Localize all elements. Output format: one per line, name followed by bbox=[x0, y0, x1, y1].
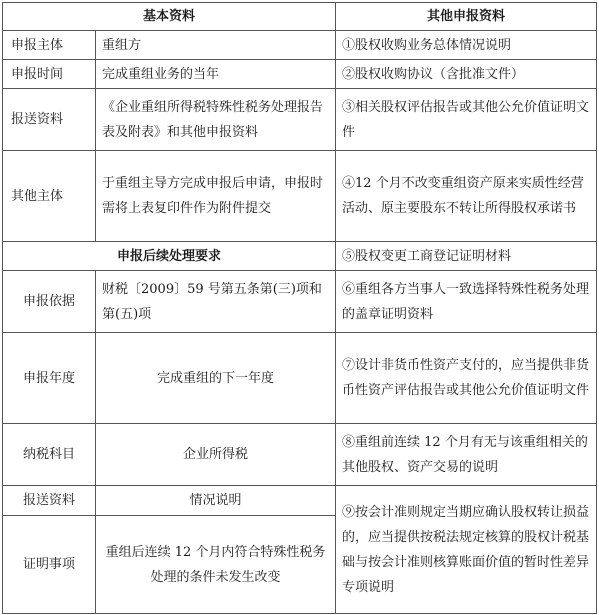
other-doc-6: ⑥重组各方当事人一致选择特殊性税务处理的盖章证明资料 bbox=[336, 271, 597, 333]
other-doc-1: ①股权收购业务总体情况说明 bbox=[336, 31, 597, 60]
value-report-docs: 情况说明 bbox=[96, 486, 336, 516]
other-doc-7: ⑦设计非货币性资产支付的，应当提供非货币性资产评估报告或其他公允价值证明文件 bbox=[336, 333, 597, 424]
value-other-entity: 于重组主导方完成申报后申请，申报时需将上表复印件作为附件提交 bbox=[96, 151, 336, 242]
value-tax-item: 企业所得税 bbox=[96, 424, 336, 486]
header-basic-info: 基本资料 bbox=[3, 3, 336, 31]
other-doc-4: ④12 个月不改变重组资产原来实质性经营活动、原主要股东不转让所得股权承诺书 bbox=[336, 151, 597, 242]
label-filing-time: 申报时间 bbox=[3, 60, 96, 89]
label-other-entity: 其他主体 bbox=[3, 151, 96, 242]
other-doc-8: ⑧重组前连续 12 个月有无与该重组相关的其他股权、资产交易的说明 bbox=[336, 424, 597, 486]
label-filing-entity: 申报主体 bbox=[3, 31, 96, 60]
value-basis: 财税〔2009〕59 号第五条第(三)项和第(五)项 bbox=[96, 271, 336, 333]
label-proof-item: 证明事项 bbox=[3, 516, 96, 614]
label-report-docs: 报送资料 bbox=[3, 486, 96, 516]
label-submitted-docs: 报送资料 bbox=[3, 89, 96, 151]
value-submitted-docs: 《企业重组所得税特殊性税务处理报告表及附表》和其他申报资料 bbox=[96, 89, 336, 151]
other-doc-3: ③相关股权评估报告或其他公允价值证明文件 bbox=[336, 89, 597, 151]
declaration-table bbox=[2, 2, 597, 614]
label-tax-item: 纳税科目 bbox=[3, 424, 96, 486]
header-other-docs: 其他申报资料 bbox=[336, 3, 597, 31]
other-doc-9: ⑨按会计准则规定当期应确认股权转让损益的，应当提供按税法规定核算的股权计税基础与按会计准则核算账面价值的暂时性差异专项说明 bbox=[336, 486, 597, 614]
other-doc-2: ②股权收购协议（含批准文件） bbox=[336, 60, 597, 89]
other-doc-5: ⑤股权变更工商登记证明材料 bbox=[336, 242, 597, 271]
label-basis: 申报依据 bbox=[3, 271, 96, 333]
value-proof-item: 重组后连续 12 个月内符合特殊性税务处理的条件未发生改变 bbox=[96, 516, 336, 614]
value-filing-year: 完成重组的下一年度 bbox=[96, 333, 336, 424]
followup-title: 申报后续处理要求 bbox=[3, 242, 336, 271]
value-filing-time: 完成重组业务的当年 bbox=[96, 60, 336, 89]
label-filing-year: 申报年度 bbox=[3, 333, 96, 424]
value-filing-entity: 重组方 bbox=[96, 31, 336, 60]
